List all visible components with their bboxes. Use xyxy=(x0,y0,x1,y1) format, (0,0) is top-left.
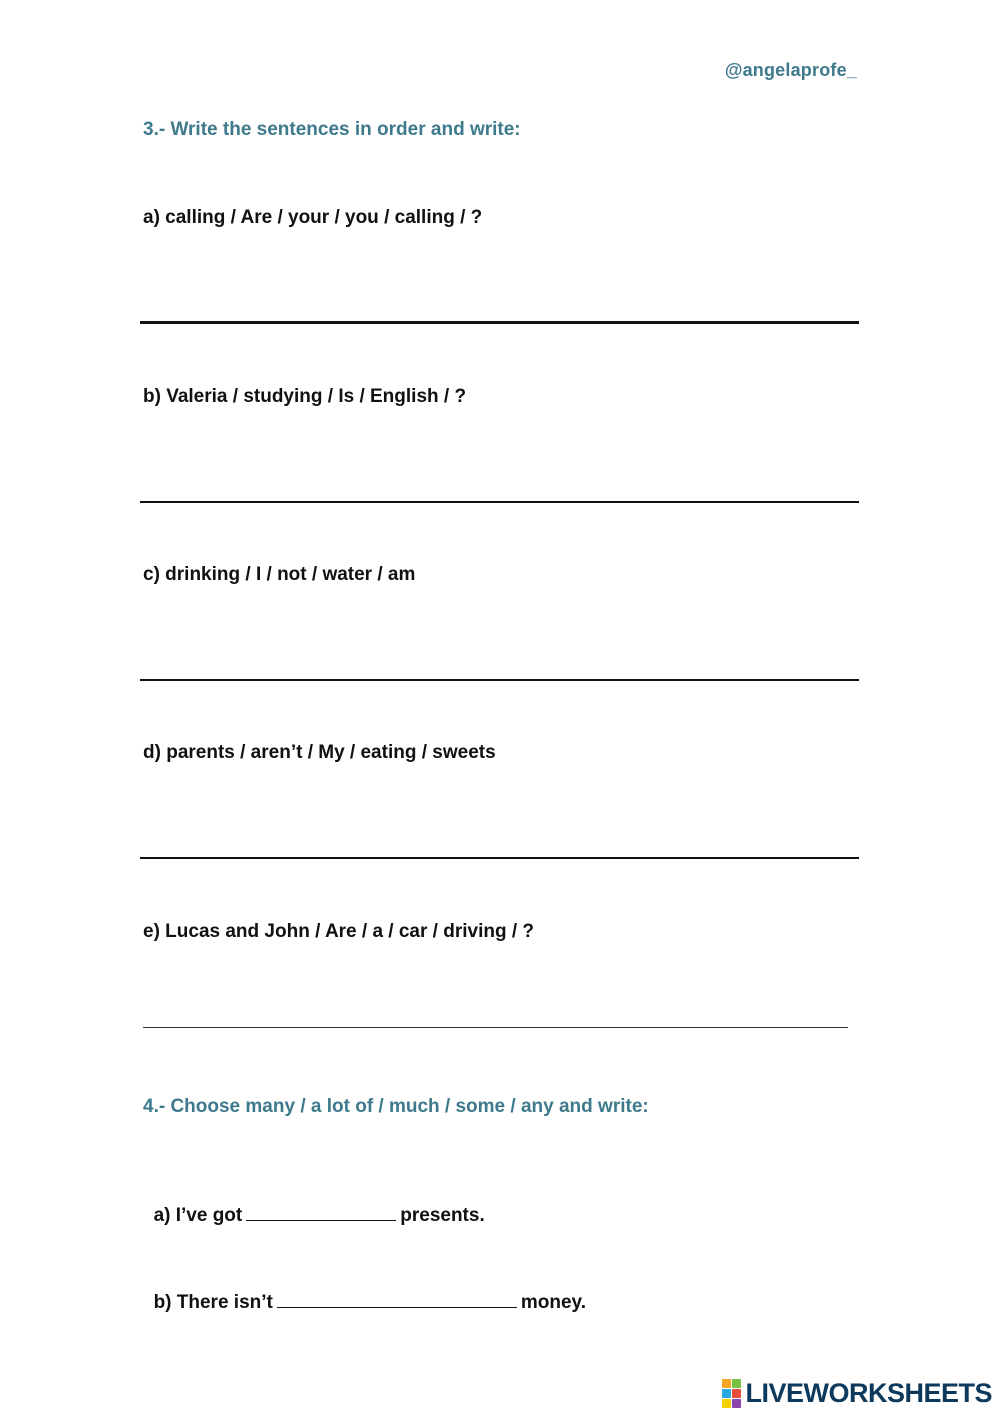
exercise-3c-prompt: c) drinking / I / not / water / am xyxy=(143,564,416,585)
exercise-4a-after: presents. xyxy=(400,1205,485,1226)
logo-text: LIVEWORKSHEETS xyxy=(745,1377,992,1408)
exercise-4b-blank[interactable] xyxy=(277,1306,517,1308)
exercise-3e-answer-line[interactable] xyxy=(143,1027,848,1028)
logo-square xyxy=(722,1379,731,1388)
exercise-4a xyxy=(143,1183,485,1227)
exercise-3d-answer-line[interactable] xyxy=(140,857,859,859)
exercise-3c-answer-line[interactable] xyxy=(140,679,859,681)
author-handle: @angelaprofe_ xyxy=(724,60,857,80)
logo-square xyxy=(732,1389,741,1398)
logo-square xyxy=(732,1379,741,1388)
liveworksheets-logo[interactable] xyxy=(722,1379,992,1407)
exercise-4a-blank[interactable] xyxy=(246,1219,396,1221)
logo-square xyxy=(722,1399,731,1408)
exercise-3a-prompt: a) calling / Are / your / you / calling / ? xyxy=(143,207,483,228)
logo-squares-icon xyxy=(722,1379,741,1408)
exercise-4b-before: b) There isn’t xyxy=(153,1292,273,1313)
exercise-3e-prompt: e) Lucas and John / Are / a / car / driving / ? xyxy=(143,921,535,942)
exercise-3b-prompt: b) Valeria / studying / Is / English / ? xyxy=(143,386,467,407)
exercise-4b-after: money. xyxy=(520,1292,586,1313)
exercise-3d-prompt: d) parents / aren’t / My / eating / sweets xyxy=(143,742,496,763)
exercise-4a-before: a) I’ve got xyxy=(153,1205,243,1226)
section-4-title: 4.- Choose many / a lot of / much / some / any and write: xyxy=(143,1096,649,1117)
exercise-3a-answer-line[interactable] xyxy=(140,321,859,324)
logo-square xyxy=(732,1399,741,1408)
exercise-3b-answer-line[interactable] xyxy=(140,501,859,503)
exercise-4b xyxy=(143,1270,586,1314)
logo-square xyxy=(722,1389,731,1398)
section-3-title: 3.- Write the sentences in order and write: xyxy=(143,119,521,140)
